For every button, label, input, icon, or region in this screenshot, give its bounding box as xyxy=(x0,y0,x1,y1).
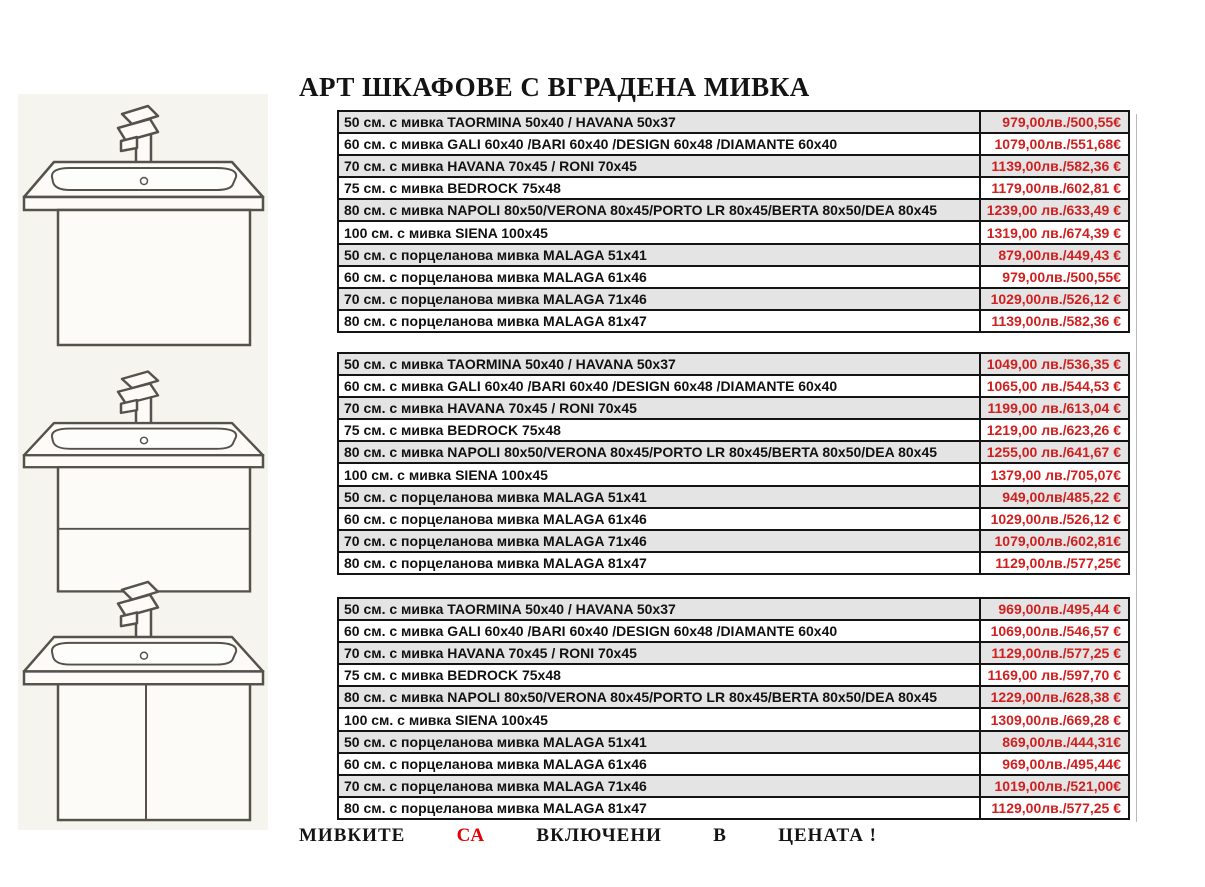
price-row xyxy=(338,753,1129,775)
price-row xyxy=(338,664,1129,686)
vanity-cabinet-single-front-illustration xyxy=(18,100,268,350)
product-label: 80 см. с мивка NAPOLI 80x50/VERONA 80x45/PORTO LR 80x45/BERTA 80x50/DEA 80x45 xyxy=(338,199,980,221)
product-price: 1319,00 лв./674,39 € xyxy=(980,221,1129,243)
price-row xyxy=(338,419,1129,441)
product-label: 60 см. с мивка GALI 60x40 /BARI 60x40 /DESIGN 60x48 /DIAMANTE 60x40 xyxy=(338,375,980,397)
product-label: 70 см. с порцеланова мивка MALAGA 71x46 xyxy=(338,530,980,552)
product-price: 1199,00 лв./613,04 € xyxy=(980,397,1129,419)
product-price: 1049,00 лв./536,35 € xyxy=(980,353,1129,375)
product-label: 50 см. с мивка TAORMINA 50x40 / HAVANA 50x37 xyxy=(338,111,980,133)
product-price: 1019,00лв./521,00€ xyxy=(980,775,1129,797)
price-row xyxy=(338,266,1129,288)
faucet-icon xyxy=(118,106,158,170)
price-row xyxy=(338,508,1129,530)
price-row xyxy=(338,642,1129,664)
product-label: 60 см. с порцеланова мивка MALAGA 61x46 xyxy=(338,753,980,775)
product-price: 1129,00лв./577,25€ xyxy=(980,552,1129,574)
product-price: 1029,00лв./526,12 € xyxy=(980,508,1129,530)
price-row xyxy=(338,155,1129,177)
product-label: 70 см. с мивка HAVANA 70x45 / RONI 70x45 xyxy=(338,155,980,177)
faucet-icon xyxy=(118,582,158,645)
price-row xyxy=(338,598,1129,620)
product-label: 50 см. с порцеланова мивка MALAGA 51x41 xyxy=(338,486,980,508)
price-row xyxy=(338,463,1129,485)
washbasin-icon xyxy=(24,423,263,467)
product-price: 1129,00лв./577,25 € xyxy=(980,642,1129,664)
product-price: 1169,00 лв./597,70 € xyxy=(980,664,1129,686)
product-price: 1255,00 лв./641,67 € xyxy=(980,441,1129,463)
price-row xyxy=(338,530,1129,552)
price-row xyxy=(338,441,1129,463)
product-label: 50 см. с мивка TAORMINA 50x40 / HAVANA 50x37 xyxy=(338,353,980,375)
product-label: 50 см. с порцеланова мивка MALAGA 51x41 xyxy=(338,731,980,753)
washbasin-icon xyxy=(24,162,263,210)
price-table-3 xyxy=(337,597,1130,820)
price-row xyxy=(338,708,1129,730)
cabinet-body xyxy=(58,210,250,345)
product-label: 75 см. с мивка BEDROCK 75x48 xyxy=(338,177,980,199)
product-price: 1069,00лв./546,57 € xyxy=(980,620,1129,642)
price-row xyxy=(338,486,1129,508)
price-row xyxy=(338,288,1129,310)
price-row xyxy=(338,310,1129,332)
product-illustrations-panel xyxy=(18,94,268,830)
product-price: 1029,00лв./526,12 € xyxy=(980,288,1129,310)
product-label: 50 см. с мивка TAORMINA 50x40 / HAVANA 50x37 xyxy=(338,598,980,620)
product-label: 80 см. с мивка NAPOLI 80x50/VERONA 80x45/PORTO LR 80x45/BERTA 80x50/DEA 80x45 xyxy=(338,686,980,708)
footer-word: В xyxy=(713,825,727,846)
product-label: 100 см. с мивка SIENA 100x45 xyxy=(338,463,980,485)
product-price: 979,00лв./500,55€ xyxy=(980,111,1129,133)
product-label: 80 см. с порцеланова мивка MALAGA 81x47 xyxy=(338,552,980,574)
product-label: 80 см. с порцеланова мивка MALAGA 81x47 xyxy=(338,310,980,332)
price-row xyxy=(338,199,1129,221)
product-label: 80 см. с мивка NAPOLI 80x50/VERONA 80x45/PORTO LR 80x45/BERTA 80x50/DEA 80x45 xyxy=(338,441,980,463)
faucet-icon xyxy=(118,372,158,431)
price-row xyxy=(338,111,1129,133)
product-price: 879,00лв./449,43 € xyxy=(980,244,1129,266)
footer-word: ВКЛЮЧЕНИ xyxy=(536,825,662,846)
price-row xyxy=(338,397,1129,419)
product-price: 1129,00лв./577,25 € xyxy=(980,797,1129,819)
price-row xyxy=(338,375,1129,397)
product-price: 1179,00лв./602,81 € xyxy=(980,177,1129,199)
product-price: 1219,00 лв./623,26 € xyxy=(980,419,1129,441)
product-price: 1139,00лв./582,36 € xyxy=(980,310,1129,332)
product-label: 100 см. с мивка SIENA 100x45 xyxy=(338,221,980,243)
vanity-cabinet-two-drawers-illustration xyxy=(18,366,268,596)
washbasin-icon xyxy=(24,637,263,684)
product-price: 969,00лв./495,44 € xyxy=(980,598,1129,620)
product-price: 979,00лв./500,55€ xyxy=(980,266,1129,288)
cabinet-body xyxy=(58,467,250,591)
product-label: 75 см. с мивка BEDROCK 75x48 xyxy=(338,664,980,686)
product-label: 75 см. с мивка BEDROCK 75x48 xyxy=(338,419,980,441)
product-price: 1079,00лв./551,68€ xyxy=(980,133,1129,155)
price-row xyxy=(338,133,1129,155)
price-row xyxy=(338,221,1129,243)
product-price: 1239,00 лв./633,49 € xyxy=(980,199,1129,221)
product-label: 60 см. с мивка GALI 60x40 /BARI 60x40 /DESIGN 60x48 /DIAMANTE 60x40 xyxy=(338,133,980,155)
scan-shadow-line xyxy=(1136,114,1137,822)
vanity-cabinet-two-doors-illustration xyxy=(18,576,268,822)
page-title: АРТ ШКАФОВЕ С ВГРАДЕНА МИВКА xyxy=(299,72,810,102)
product-price: 869,00лв./444,31€ xyxy=(980,731,1129,753)
price-row xyxy=(338,775,1129,797)
cabinet-body xyxy=(58,684,250,820)
product-price: 1229,00лв./628,38 € xyxy=(980,686,1129,708)
product-price: 949,00лв/485,22 € xyxy=(980,486,1129,508)
footer-note xyxy=(299,825,877,847)
footer-word: ЦЕНАТА ! xyxy=(778,825,877,846)
product-price: 1079,00лв./602,81€ xyxy=(980,530,1129,552)
product-price: 1139,00лв./582,36 € xyxy=(980,155,1129,177)
price-row xyxy=(338,353,1129,375)
price-row xyxy=(338,620,1129,642)
product-price: 1065,00 лв./544,53 € xyxy=(980,375,1129,397)
product-label: 70 см. с порцеланова мивка MALAGA 71x46 xyxy=(338,288,980,310)
price-table-1 xyxy=(337,110,1130,333)
product-label: 50 см. с порцеланова мивка MALAGA 51x41 xyxy=(338,244,980,266)
product-label: 70 см. с порцеланова мивка MALAGA 71x46 xyxy=(338,775,980,797)
product-price: 1379,00 лв./705,07€ xyxy=(980,463,1129,485)
product-label: 100 см. с мивка SIENA 100x45 xyxy=(338,708,980,730)
product-label: 60 см. с порцеланова мивка MALAGA 61x46 xyxy=(338,266,980,288)
product-price: 969,00лв./495,44€ xyxy=(980,753,1129,775)
product-label: 70 см. с мивка HAVANA 70x45 / RONI 70x45 xyxy=(338,642,980,664)
price-row xyxy=(338,552,1129,574)
price-row xyxy=(338,731,1129,753)
product-label: 60 см. с порцеланова мивка MALAGA 61x46 xyxy=(338,508,980,530)
price-row xyxy=(338,177,1129,199)
product-price: 1309,00лв./669,28 € xyxy=(980,708,1129,730)
product-label: 60 см. с мивка GALI 60x40 /BARI 60x40 /DESIGN 60x48 /DIAMANTE 60x40 xyxy=(338,620,980,642)
price-row xyxy=(338,686,1129,708)
footer-word-accent: СА xyxy=(456,825,486,846)
price-table-2 xyxy=(337,352,1130,575)
price-row xyxy=(338,797,1129,819)
price-row xyxy=(338,244,1129,266)
product-label: 70 см. с мивка HAVANA 70x45 / RONI 70x45 xyxy=(338,397,980,419)
product-label: 80 см. с порцеланова мивка MALAGA 81x47 xyxy=(338,797,980,819)
footer-word: МИВКИТЕ xyxy=(299,825,406,846)
